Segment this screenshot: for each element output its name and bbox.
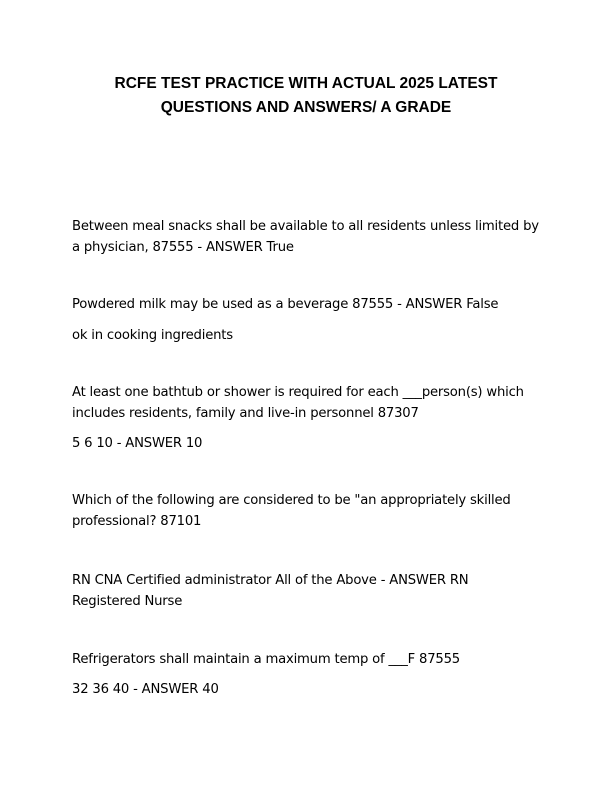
qa-note-refrigerators bbox=[72, 679, 552, 700]
title-line-2: QUESTIONS AND ANSWERS/ A GRADE bbox=[160, 99, 452, 116]
qa-item-rn-answer bbox=[72, 570, 552, 612]
qa-item-bathtub bbox=[72, 382, 552, 424]
qa-note-line: ok in cooking ingredients bbox=[72, 328, 233, 343]
qa-item-powdered-milk bbox=[72, 294, 552, 315]
qa-text-line: Between meal snacks shall be available to all residents unless limited by bbox=[72, 219, 539, 234]
qa-note-line: 5 6 10 - ANSWER 10 bbox=[72, 436, 203, 451]
qa-text-line: includes residents, family and live-in personnel 87307 bbox=[72, 406, 419, 421]
qa-note-bathtub bbox=[72, 433, 552, 454]
qa-item-refrigerators bbox=[72, 649, 552, 670]
qa-text-line: Refrigerators shall maintain a maximum temp of ___F 87555 bbox=[72, 652, 460, 667]
qa-text-line: Powdered milk may be used as a beverage 87555 - ANSWER False bbox=[72, 297, 499, 312]
qa-text-line: At least one bathtub or shower is required for each ___person(s) which bbox=[72, 385, 524, 400]
qa-text-line: Registered Nurse bbox=[72, 594, 183, 609]
qa-text-line: Which of the following are considered to be "an appropriately skilled bbox=[72, 493, 511, 508]
title-line-1: RCFE TEST PRACTICE WITH ACTUAL 2025 LATEST bbox=[114, 75, 498, 92]
qa-note-line: 32 36 40 - ANSWER 40 bbox=[72, 682, 219, 697]
qa-text-line: RN CNA Certified administrator All of the Above - ANSWER RN bbox=[72, 573, 469, 588]
qa-item-snacks bbox=[72, 216, 552, 258]
qa-item-skilled-professional bbox=[72, 490, 552, 532]
qa-text-line: professional? 87101 bbox=[72, 514, 202, 529]
document-title bbox=[60, 72, 552, 120]
qa-text-line: a physician, 87555 - ANSWER True bbox=[72, 240, 294, 255]
qa-note-powdered-milk bbox=[72, 325, 552, 346]
